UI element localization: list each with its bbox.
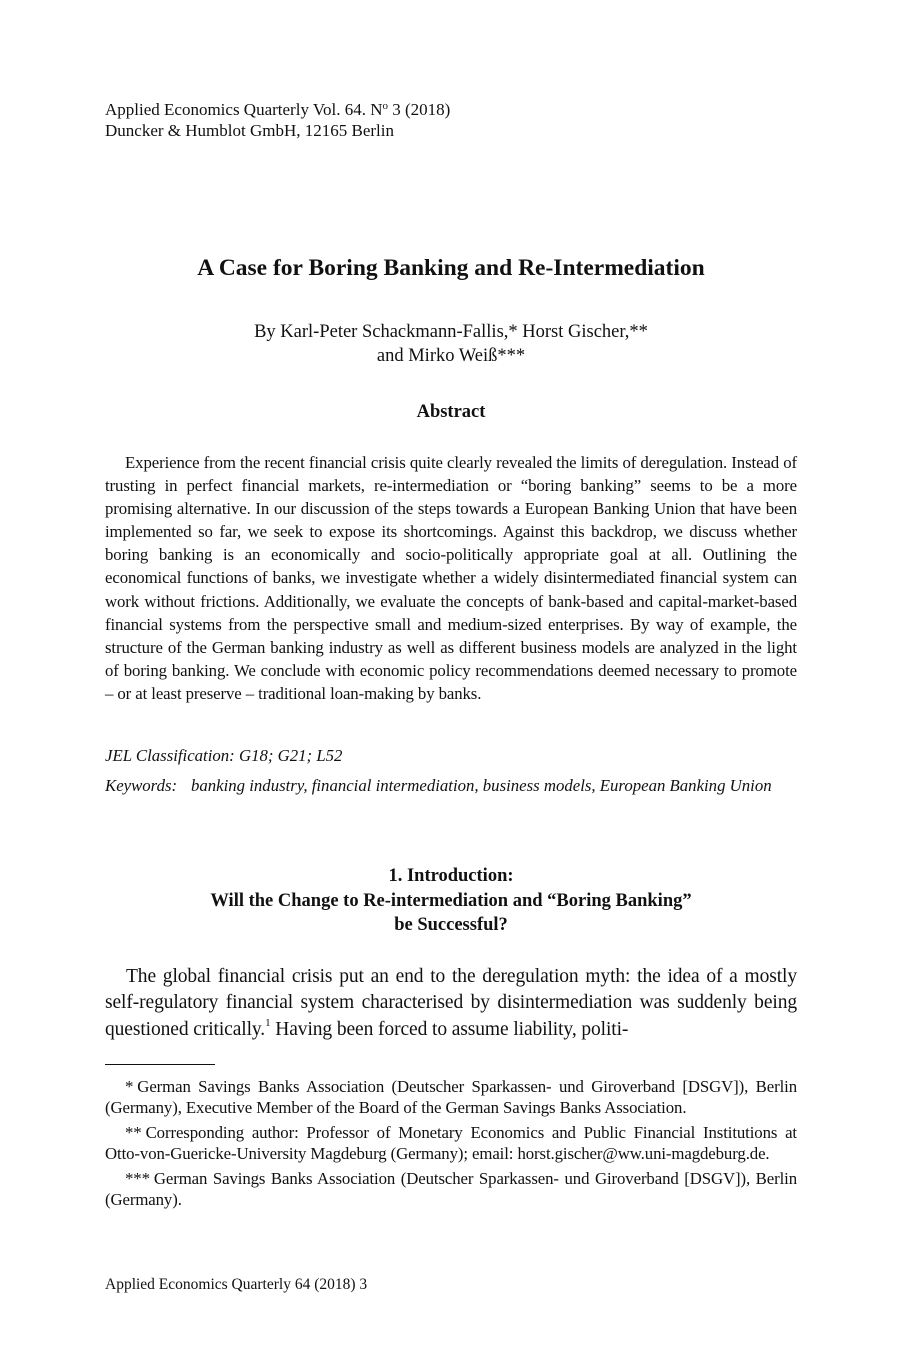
- footnote-text: German Savings Banks Association (Deutscher Sparkassen- und Giroverband [DSGV]), Berlin (Germany).: [105, 1169, 797, 1209]
- author-line-2: and Mirko Weiß***: [376, 346, 526, 366]
- footnote-mark: **: [125, 1123, 142, 1142]
- introduction-text-part-2: Having been forced to assume liability, politi-: [270, 1018, 629, 1040]
- footnote-text: German Savings Banks Association (Deutscher Sparkassen- und Giroverband [DSGV]), Berlin (Germany), Executive Member of the Board of the German Savings Banks Association.: [105, 1077, 797, 1117]
- introduction-text-part-1: The global financial crisis put an end to the deregulation myth: the idea of a mostly self-regulatory financial system characterised by disintermediation was suddenly being questioned critically.: [105, 966, 797, 1040]
- journal-citation-suffix: 3 (2018): [387, 100, 451, 119]
- footnote-mark: *: [125, 1077, 134, 1096]
- footnotes: [105, 1076, 797, 1214]
- page-footer: Applied Economics Quarterly 64 (2018) 3: [105, 1276, 368, 1293]
- paper-title: A Case for Boring Banking and Re-Intermediation: [197, 255, 705, 281]
- footnote-text: Corresponding author: Professor of Monetary Economics and Public Financial Institutions at Otto-von-Guericke-University Magdeburg (Germany); email: horst.gischer@ww.uni-magdeburg.de.: [105, 1123, 797, 1163]
- footnote-item: [105, 1122, 797, 1164]
- abstract-text: Experience from the recent financial crisis quite clearly revealed the limits of deregulation. Instead of trusting in perfect financial markets, re-intermediation or “boring banking” seems to be a more promising alternative. In our discussion of the steps towards a European Banking Union that have been implemented so far, we seek to expose its shortcomings. Against this backdrop, we discuss whether boring banking is an economically and socio-politically appropriate goal at all. Outlining the economical functions of banks, we investigate whether a widely disintermediated financial system can work without frictions. Additionally, we evaluate the concepts of bank-based and capital-market-based financial systems from the perspective small and medium-sized enterprises. By way of example, the structure of the German banking industry as well as different business models are analyzed in the light of boring banking. We conclude with economic policy recommendations deemed necessary to promote – or at least preserve – traditional loan-making by banks.: [105, 453, 797, 703]
- footnote-item: [105, 1076, 797, 1118]
- section-heading-line-2: Will the Change to Re-intermediation and “Boring Banking”: [210, 890, 692, 911]
- journal-header: [105, 99, 797, 141]
- keywords-block: [105, 774, 797, 797]
- journal-citation-line: [105, 99, 797, 120]
- footnote-item: [105, 1168, 797, 1210]
- keywords-label: Keywords:: [105, 776, 178, 795]
- introduction-paragraph: [105, 964, 797, 1043]
- publisher-line: Duncker & Humblot GmbH, 12165 Berlin: [105, 121, 394, 140]
- jel-classification: JEL Classification: G18; G21; L52: [105, 746, 343, 765]
- keywords-text: banking industry, financial intermediation, business models, European Banking Union: [191, 776, 772, 795]
- journal-number-superscript: o: [382, 100, 388, 112]
- abstract-heading: Abstract: [416, 402, 486, 422]
- journal-citation-prefix: Applied Economics Quarterly Vol. 64. N: [105, 100, 383, 119]
- section-heading-line-3: be Successful?: [394, 915, 508, 935]
- author-line-1: By Karl-Peter Schackmann-Fallis,* Horst Gischer,**: [254, 322, 648, 342]
- footnote-mark: ***: [125, 1169, 150, 1188]
- author-block: [105, 320, 797, 368]
- section-heading-introduction: [105, 864, 797, 938]
- footnote-reference-1: 1: [265, 1016, 271, 1029]
- section-heading-line-1: 1. Introduction:: [388, 866, 514, 886]
- footnote-separator: [105, 1064, 215, 1065]
